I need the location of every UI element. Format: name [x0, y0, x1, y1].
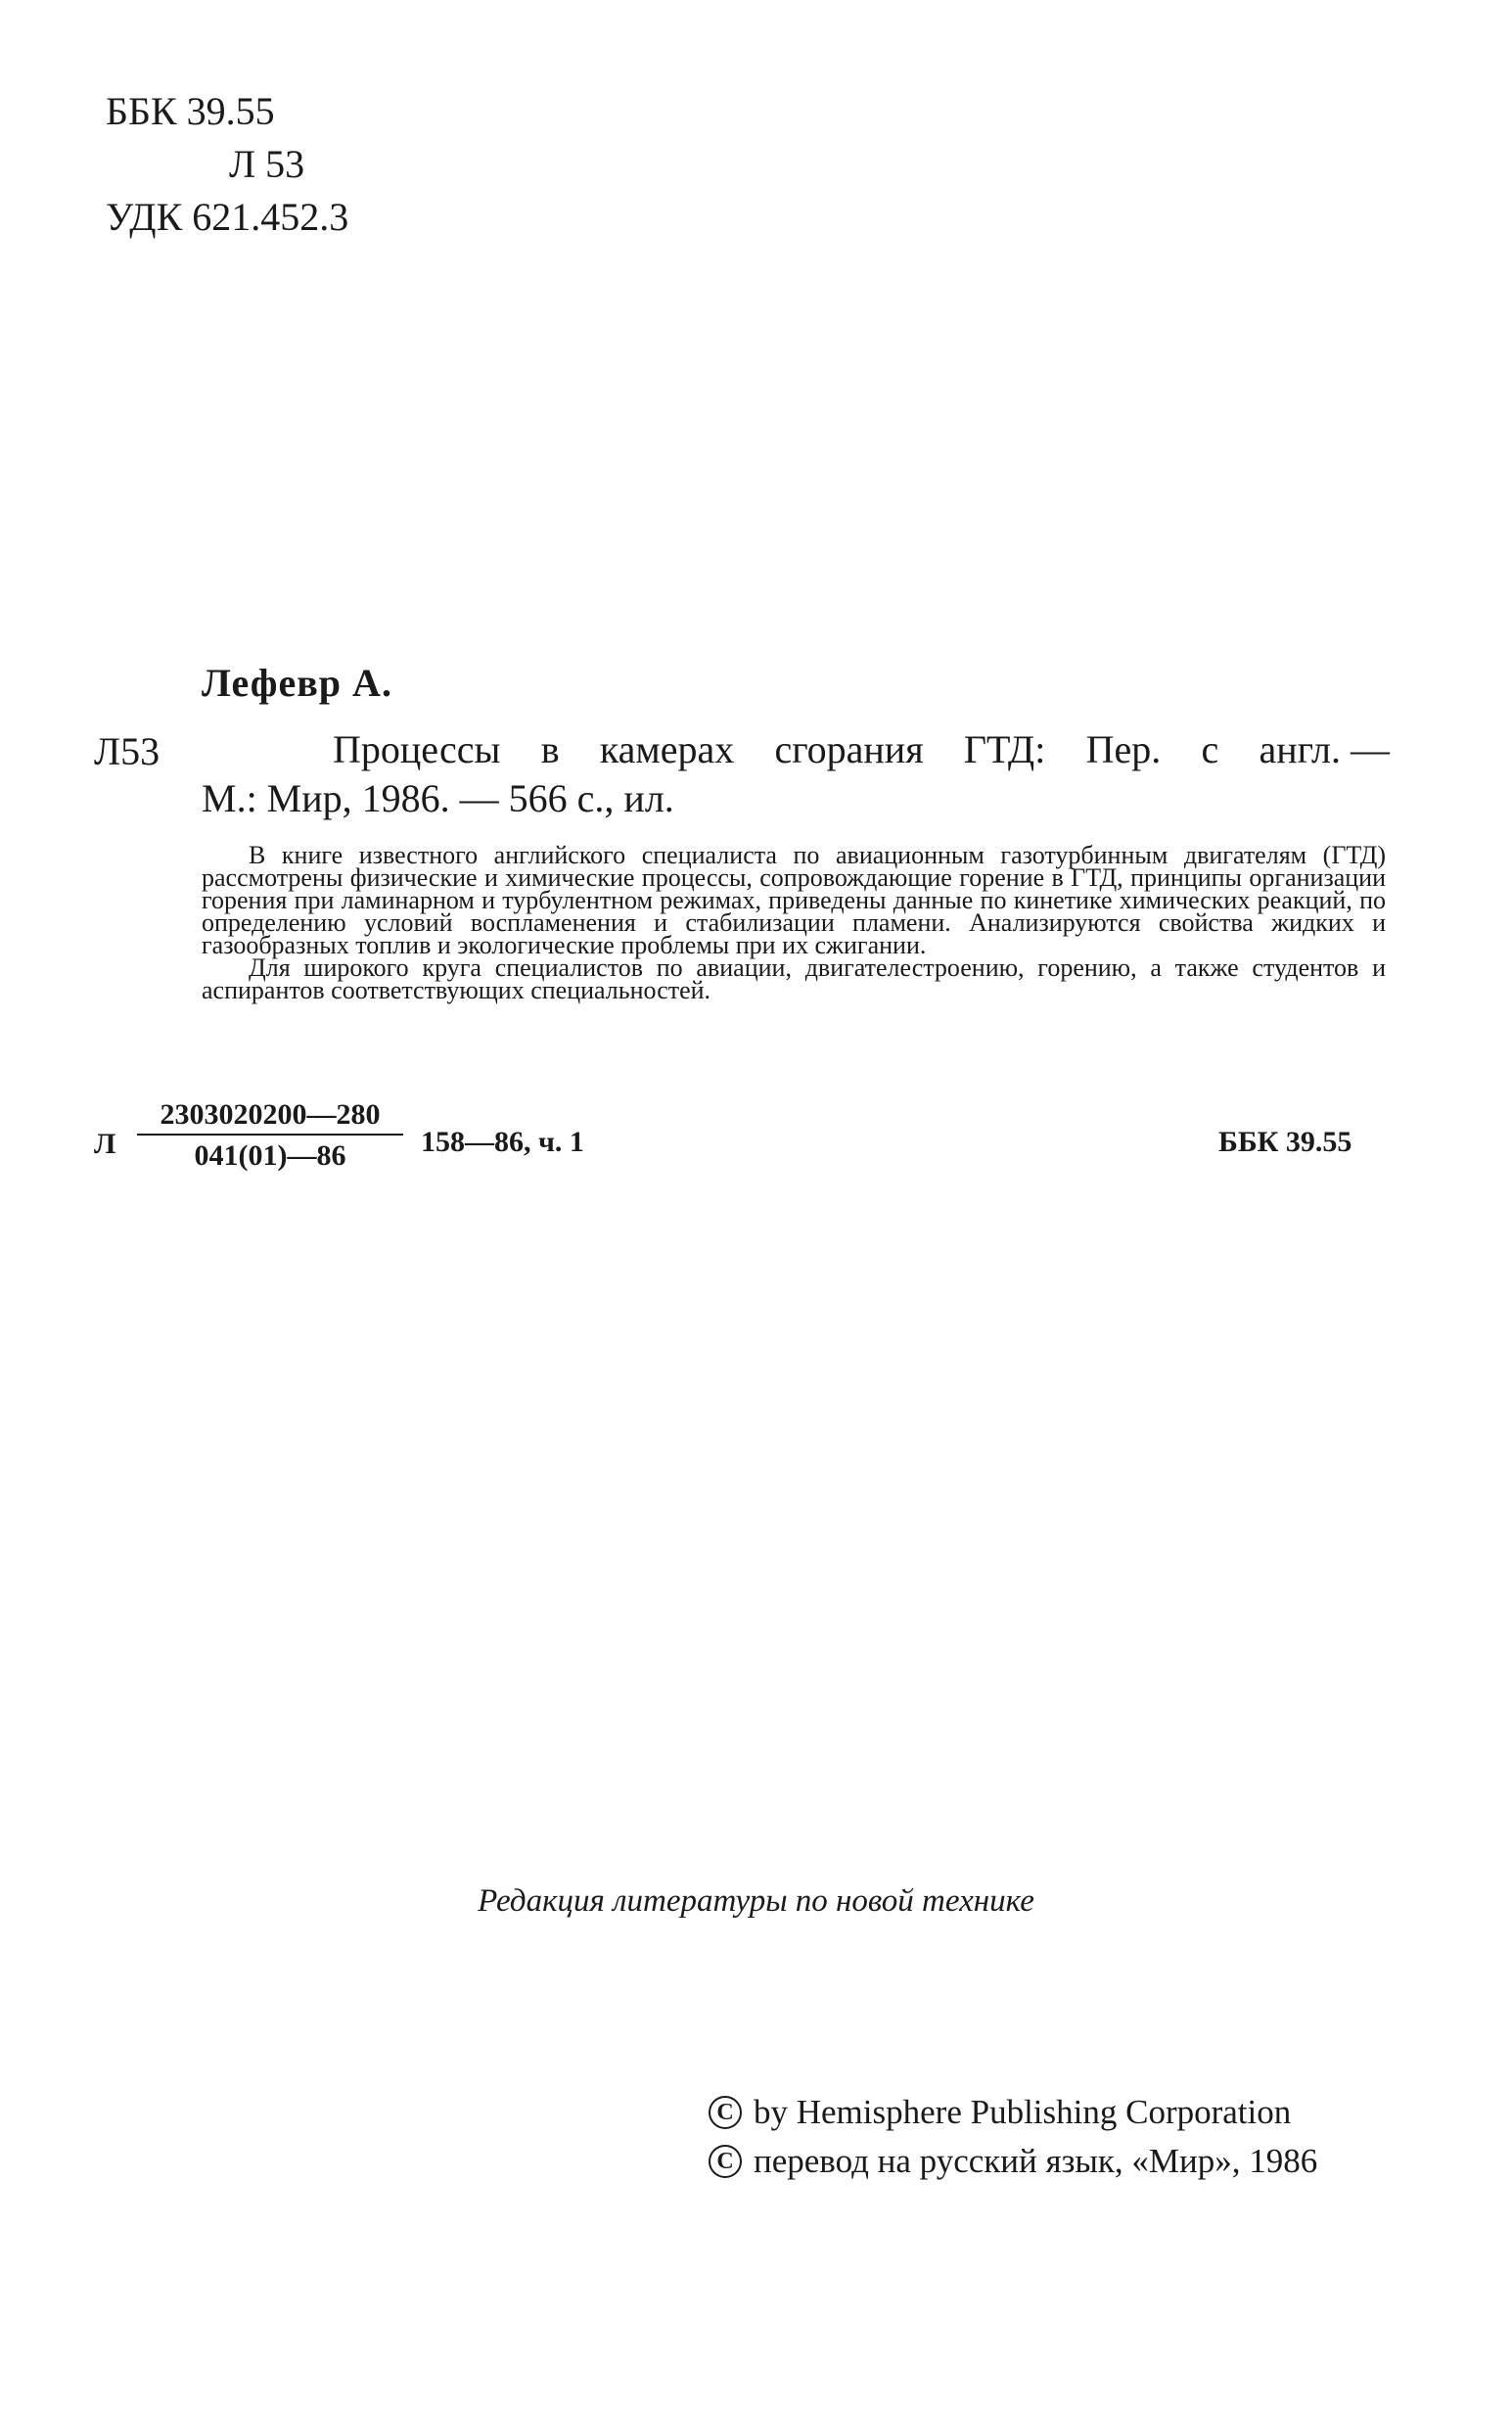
copyright-text: перевод на русский язык, «Мир», 1986: [754, 2142, 1318, 2180]
udk-classification: УДК 621.452.3: [106, 195, 349, 239]
copyright-line-2: [709, 2142, 1317, 2181]
index-fraction: [137, 1098, 403, 1173]
index-numerator: 2303020200—280: [160, 1098, 381, 1131]
title-word: Процессы: [333, 727, 501, 771]
title-word: ГТД:: [963, 727, 1046, 771]
book-title-line-2: М.: Мир, 1986. — 566 с., ил.: [202, 776, 674, 820]
book-title-line-1: [333, 726, 1390, 772]
index-bbk: ББК 39.55: [1218, 1126, 1352, 1158]
title-word: камерах: [599, 727, 735, 771]
title-word: англ. —: [1259, 727, 1390, 771]
annotation-paragraph: Для широкого круга специалистов по авиации, двигателестроению, горению, а также студентов и аспирантов соответствующих специальностей.: [202, 953, 1386, 1004]
copyright-text: by Hemisphere Publishing Corporation: [754, 2093, 1292, 2131]
copyright-icon: C: [709, 2096, 742, 2129]
editorial-note: Редакция литературы по новой технике: [478, 1883, 1034, 1919]
author-name: Лефевр А.: [202, 661, 392, 705]
title-word: Пер.: [1085, 727, 1162, 771]
title-word: сгорания: [774, 727, 924, 771]
index-denominator: 041(01)—86: [194, 1139, 346, 1172]
catalog-code: Л53: [94, 729, 160, 773]
index-code: 158—86, ч. 1: [421, 1126, 584, 1158]
bbk-classification: ББК 39.55: [106, 89, 275, 133]
copyright-line-1: [709, 2093, 1291, 2132]
copyright-icon: C: [709, 2145, 742, 2178]
fraction-bar: [137, 1134, 403, 1136]
annotation: [202, 841, 1386, 1004]
index-letter: Л: [94, 1128, 116, 1160]
title-word: в: [540, 727, 560, 771]
title-word: с: [1201, 727, 1219, 771]
author-mark: Л 53: [229, 142, 305, 186]
annotation-paragraph: В книге известного английского специалиста по авиационным газотурбинным двигателям (ГТД) рассмотрены физические и химические процессы, сопровождающие горение в ГТД, принципы организации горения при ламинарном и турбулентном режимах, приведены данные по кинетике химических реакций, по определению условий воспламенения и стабилизации пламени. Анализируются свойства жидких и газообразных топлив и экологические проблемы при их сжигании.: [202, 841, 1386, 959]
